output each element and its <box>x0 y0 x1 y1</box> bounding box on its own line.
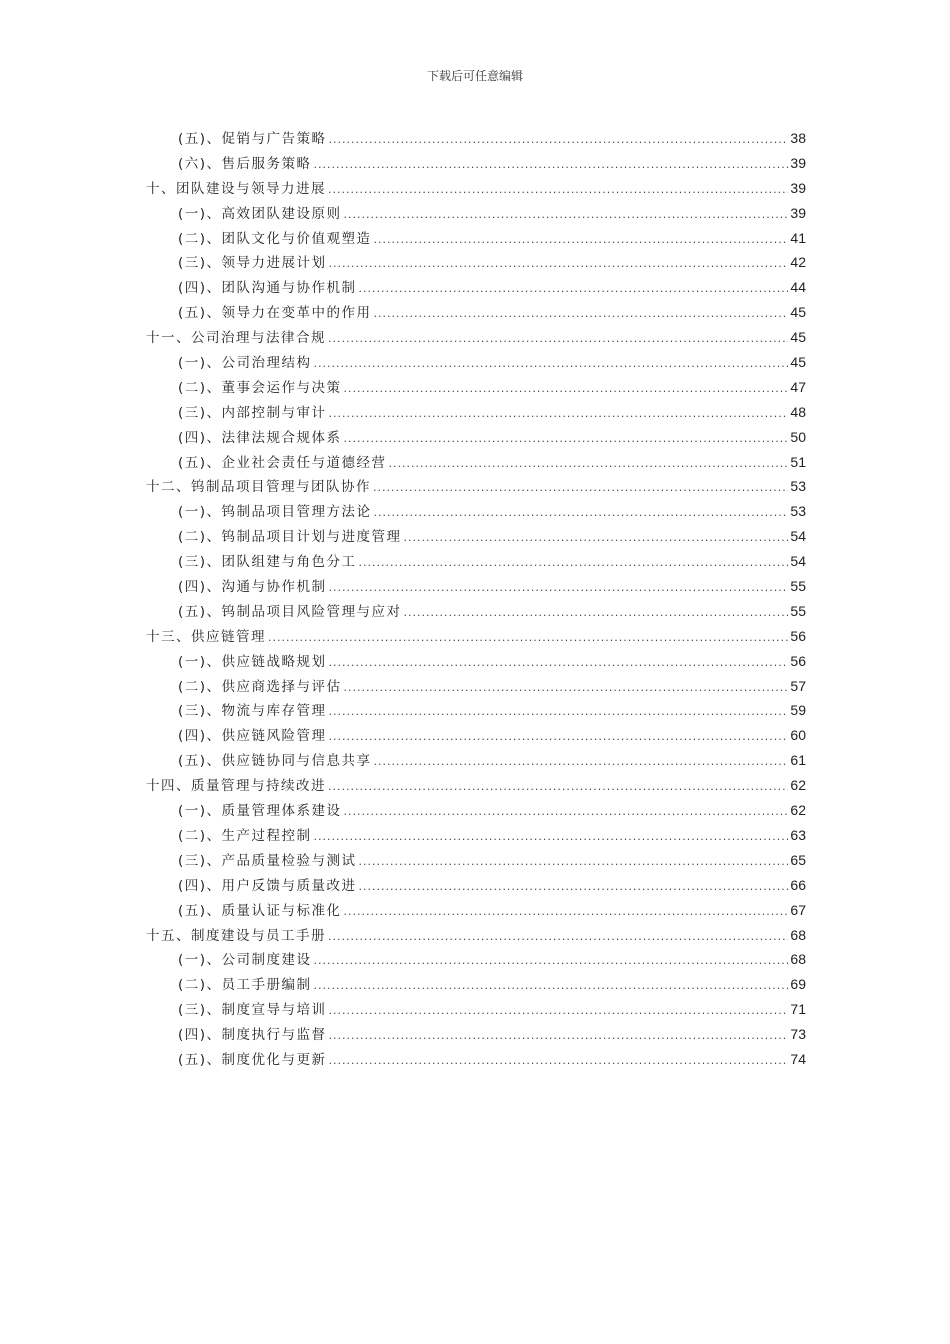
toc-leader-dots <box>329 252 789 277</box>
toc-page-number: 55 <box>790 578 806 595</box>
toc-entry-title: (五)、供应链协同与信息共享 <box>178 753 372 770</box>
toc-section-entry[interactable] <box>146 848 806 873</box>
toc-leader-dots <box>404 526 789 551</box>
toc-leader-dots <box>344 377 789 402</box>
toc-leader-dots <box>344 676 789 701</box>
toc-entry-title: (三)、制度宣导与培训 <box>178 1002 327 1019</box>
toc-page-number: 66 <box>790 876 806 893</box>
toc-entry-title: (三)、产品质量检验与测试 <box>178 852 357 869</box>
toc-entry-title: (三)、物流与库存管理 <box>178 703 327 720</box>
toc-section-entry[interactable] <box>146 151 806 176</box>
toc-entry-title: (一)、高效团队建设原则 <box>178 205 342 222</box>
toc-leader-dots <box>329 576 789 601</box>
toc-page-number: 42 <box>790 254 806 271</box>
toc-section-entry[interactable] <box>146 375 806 400</box>
toc-page-number: 38 <box>790 130 806 146</box>
toc-page-number: 57 <box>790 677 806 694</box>
toc-entry-title: (一)、供应链战略规划 <box>178 653 327 670</box>
toc-entry-title: (二)、供应商选择与评估 <box>178 678 342 695</box>
toc-page-number: 53 <box>790 503 806 520</box>
toc-section-entry[interactable] <box>146 649 806 674</box>
toc-leader-dots <box>314 825 789 850</box>
toc-section-entry[interactable] <box>146 549 806 574</box>
toc-entry-title: (一)、公司治理结构 <box>178 355 312 372</box>
toc-section-entry[interactable] <box>146 524 806 549</box>
toc-entry-title: (五)、质量认证与标准化 <box>178 902 342 919</box>
toc-page-number: 45 <box>790 329 806 346</box>
toc-leader-dots <box>359 277 789 302</box>
toc-leader-dots <box>329 1049 789 1074</box>
toc-section-entry[interactable] <box>146 674 806 699</box>
toc-entry-title: (四)、团队沟通与协作机制 <box>178 280 357 297</box>
toc-section-entry[interactable] <box>146 201 806 226</box>
toc-entry-title: (二)、董事会运作与决策 <box>178 379 342 396</box>
toc-page-number: 51 <box>790 453 806 470</box>
toc-entry-title: (二)、钨制品项目计划与进度管理 <box>178 529 402 546</box>
toc-entry-title: (二)、员工手册编制 <box>178 977 312 994</box>
toc-section-entry[interactable] <box>146 898 806 923</box>
toc-leader-dots <box>374 302 789 327</box>
toc-entry-title: (四)、制度执行与监督 <box>178 1027 327 1044</box>
toc-page-number: 45 <box>790 354 806 371</box>
toc-section-entry[interactable] <box>146 748 806 773</box>
toc-entry-title: (五)、促销与广告策略 <box>178 131 327 147</box>
toc-page-number: 73 <box>790 1026 806 1043</box>
toc-entry-title: (三)、领导力进展计划 <box>178 255 327 272</box>
toc-leader-dots <box>404 601 789 626</box>
toc-page-number: 44 <box>790 279 806 296</box>
toc-page-number: 61 <box>790 752 806 769</box>
toc-leader-dots <box>374 501 789 526</box>
toc-page-number: 71 <box>790 1001 806 1018</box>
toc-section-entry[interactable] <box>146 499 806 524</box>
toc-section-entry[interactable] <box>146 947 806 972</box>
toc-page-number: 59 <box>790 702 806 719</box>
toc-page-number: 39 <box>790 204 806 221</box>
toc-leader-dots <box>329 651 789 676</box>
toc-leader-dots <box>328 327 788 352</box>
toc-section-entry[interactable] <box>146 126 806 151</box>
toc-leader-dots <box>344 900 789 925</box>
toc-page-number: 65 <box>790 851 806 868</box>
toc-leader-dots <box>389 452 789 477</box>
toc-entry-title: (二)、团队文化与价值观塑造 <box>178 230 372 247</box>
toc-entry-title: (五)、企业社会责任与道德经营 <box>178 454 387 471</box>
toc-page-number: 47 <box>790 378 806 395</box>
toc-leader-dots <box>374 750 789 775</box>
toc-page-number: 69 <box>790 976 806 993</box>
toc-entry-title: (一)、质量管理体系建设 <box>178 803 342 820</box>
toc-page-number: 55 <box>790 602 806 619</box>
toc-section-entry[interactable] <box>146 300 806 325</box>
toc-page-number: 68 <box>790 926 806 943</box>
toc-leader-dots <box>328 178 788 203</box>
toc-section-entry[interactable] <box>146 798 806 823</box>
toc-page-number: 60 <box>790 727 806 744</box>
toc-leader-dots <box>329 128 789 153</box>
toc-leader-dots <box>329 725 789 750</box>
toc-chapter-entry[interactable] <box>146 325 806 350</box>
toc-page-number: 56 <box>790 627 806 644</box>
toc-chapter-entry[interactable] <box>146 176 806 201</box>
toc-section-entry[interactable] <box>146 599 806 624</box>
toc-section-entry[interactable] <box>146 450 806 475</box>
toc-entry-title: (一)、公司制度建设 <box>178 952 312 969</box>
toc-page-number: 54 <box>790 553 806 570</box>
toc-chapter-entry[interactable] <box>146 923 806 948</box>
toc-leader-dots <box>329 402 789 427</box>
toc-section-entry[interactable] <box>146 698 806 723</box>
toc-entry-title: (五)、领导力在变革中的作用 <box>178 305 372 322</box>
toc-page-number: 45 <box>790 304 806 321</box>
toc-chapter-entry[interactable] <box>146 474 806 499</box>
table-of-contents <box>146 126 806 1072</box>
toc-entry-title: 十四、质量管理与持续改进 <box>146 778 326 795</box>
toc-entry-title: 十一、公司治理与法律合规 <box>146 330 326 347</box>
toc-section-entry[interactable] <box>146 350 806 375</box>
toc-chapter-entry[interactable] <box>146 624 806 649</box>
toc-page-number: 39 <box>790 179 806 196</box>
toc-leader-dots <box>314 153 789 178</box>
toc-entry-title: (四)、用户反馈与质量改进 <box>178 877 357 894</box>
toc-entry-title: (三)、内部控制与审计 <box>178 404 327 421</box>
toc-leader-dots <box>359 551 789 576</box>
toc-entry-title: (四)、供应链风险管理 <box>178 728 327 745</box>
toc-leader-dots <box>314 974 789 999</box>
toc-leader-dots <box>329 700 789 725</box>
toc-section-entry[interactable] <box>146 574 806 599</box>
toc-page-number: 67 <box>790 901 806 918</box>
toc-leader-dots <box>374 228 789 253</box>
toc-entry-title: (二)、生产过程控制 <box>178 827 312 844</box>
toc-section-entry[interactable] <box>146 275 806 300</box>
toc-leader-dots <box>359 875 789 900</box>
toc-page-number: 62 <box>790 802 806 819</box>
page-header: 下载后可任意编辑 <box>426 69 523 83</box>
toc-entry-title: 十、团队建设与领导力进展 <box>146 180 326 197</box>
toc-entry-title: (五)、制度优化与更新 <box>178 1051 327 1068</box>
toc-page-number: 56 <box>790 652 806 669</box>
toc-entry-title: (四)、沟通与协作机制 <box>178 579 327 596</box>
toc-leader-dots <box>344 427 789 452</box>
toc-page-number: 54 <box>790 528 806 545</box>
toc-section-entry[interactable] <box>146 400 806 425</box>
toc-page-number: 41 <box>790 229 806 246</box>
toc-section-entry[interactable] <box>146 425 806 450</box>
toc-page-number: 48 <box>790 403 806 420</box>
toc-entry-title: (四)、法律法规合规体系 <box>178 429 342 446</box>
toc-leader-dots <box>373 476 788 501</box>
toc-leader-dots <box>314 352 789 377</box>
toc-entry-title: (六)、售后服务策略 <box>178 155 312 172</box>
toc-leader-dots <box>359 850 789 875</box>
toc-page-number: 50 <box>790 428 806 445</box>
toc-leader-dots <box>314 949 789 974</box>
toc-section-entry[interactable] <box>146 997 806 1022</box>
toc-entry-title: (五)、钨制品项目风险管理与应对 <box>178 603 402 620</box>
toc-entry-title: (一)、钨制品项目管理方法论 <box>178 504 372 521</box>
toc-entry-title: 十三、供应链管理 <box>146 628 266 645</box>
toc-section-entry[interactable] <box>146 873 806 898</box>
toc-chapter-entry[interactable] <box>146 773 806 798</box>
toc-section-entry[interactable] <box>146 250 806 275</box>
toc-section-entry[interactable] <box>146 1047 806 1072</box>
toc-leader-dots <box>329 999 789 1024</box>
toc-section-entry[interactable] <box>146 972 806 997</box>
toc-page-number: 74 <box>790 1050 806 1067</box>
toc-page-number: 68 <box>790 951 806 968</box>
toc-section-entry[interactable] <box>146 823 806 848</box>
toc-section-entry[interactable] <box>146 723 806 748</box>
toc-leader-dots <box>268 626 788 651</box>
toc-leader-dots <box>328 925 788 950</box>
toc-section-entry[interactable] <box>146 1022 806 1047</box>
toc-leader-dots <box>329 1024 789 1049</box>
toc-leader-dots <box>328 775 788 800</box>
toc-leader-dots <box>344 203 789 228</box>
toc-entry-title: 十二、钨制品项目管理与团队协作 <box>146 479 371 496</box>
toc-page-number: 39 <box>790 154 806 171</box>
toc-page-number: 53 <box>790 478 806 495</box>
toc-leader-dots <box>344 800 789 825</box>
toc-entry-title: (三)、团队组建与角色分工 <box>178 554 357 571</box>
toc-entry-title: 十五、制度建设与员工手册 <box>146 927 326 944</box>
toc-page-number: 63 <box>790 826 806 843</box>
toc-section-entry[interactable] <box>146 226 806 251</box>
toc-page-number: 62 <box>790 777 806 794</box>
